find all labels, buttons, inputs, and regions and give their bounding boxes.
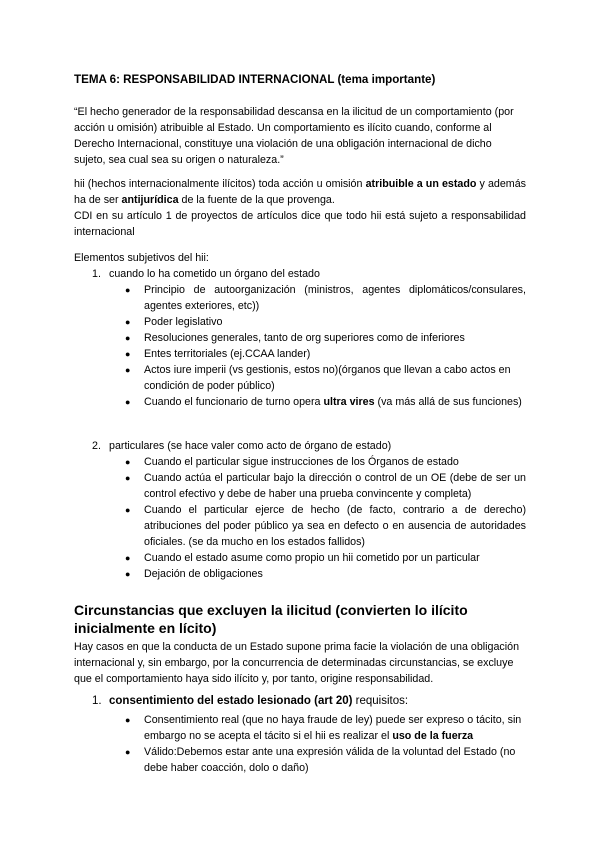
list2-number: 2. [92, 440, 101, 452]
list2-bullet-5: Dejación de obligaciones [144, 568, 263, 580]
hii-text-1: hii (hechos internacionalmente ilícitos) toda acción u omisión [74, 178, 366, 190]
bullet-icon: ● [125, 747, 131, 757]
list1-bullet-3: Resoluciones generales, tanto de org superiores como de inferiores [144, 332, 465, 344]
list1-bullet-4: Entes territoriales (ej.CCAA lander) [144, 348, 311, 360]
bullet-icon: ● [125, 569, 131, 579]
list1-bullet-2: Poder legislativo [144, 316, 223, 328]
bullet-icon: ● [125, 473, 131, 483]
bullet-icon: ● [125, 285, 131, 295]
quote-paragraph: “El hecho generador de la responsabilidad descansa en la ilicitud de un comportamiento (por acción u omisión) atribuible al Estado. Un comportamiento es ilícito cuando, conforme al Derecho Internacional, constituye una violación de una obligación internacional de dicho sujeto, sea cual sea su origen o naturaleza.” [74, 106, 514, 166]
list2-bullet-2: Cuando actúa el particular bajo la dirección o control de un OE (debe de ser un control efectivo y debe de haber una prueba convincente y completa) [144, 472, 526, 500]
list2-bullet-3: Cuando el particular ejerce de hecho (de facto, contrario a de derecho) atribuciones del poder público ya sea en defecto o en ausencia de autoridades oficiales. (se da mucho en los estados fallidos) [144, 504, 526, 548]
list2-text: particulares (se hace valer como acto de órgano de estado) [109, 440, 392, 452]
bullet-icon: ● [125, 397, 131, 407]
list1-bullet-6-text-2: (va más allá de sus funciones) [374, 396, 522, 408]
section-item1-bold: consentimiento del estado lesionado (art 20) [109, 695, 353, 707]
list1-bullet-6-text-1: Cuando el funcionario de turno opera [144, 396, 324, 408]
section-item1 [109, 693, 408, 709]
list1-number: 1. [92, 268, 101, 280]
bullet-icon: ● [125, 553, 131, 563]
hii-paragraph [74, 176, 526, 240]
list1-bullet-6 [144, 394, 526, 410]
bullet-icon: ● [125, 349, 131, 359]
page-title: TEMA 6: RESPONSABILIDAD INTERNACIONAL (tema importante) [74, 73, 436, 86]
list1-text: cuando lo ha cometido un órgano del estado [109, 268, 320, 280]
hii-text-2: y además ha de ser [74, 178, 526, 206]
section-item1-text: requisitos: [352, 695, 409, 707]
list1-bullet-5: Actos iure imperii (vs gestionis, estos no)(órganos que llevan a cabo actos en condición de poder público) [144, 364, 511, 392]
hii-text-3: de la fuente de la que provenga. [178, 194, 335, 206]
list2-bullet-1: Cuando el particular sigue instrucciones de los Órganos de estado [144, 456, 459, 468]
bullet-icon: ● [125, 457, 131, 467]
section-item1-bullet-1-bold: uso de la fuerza [392, 730, 474, 742]
section-item1-bullet-1 [144, 712, 526, 744]
list1-bullet-1: Principio de autoorganización (ministros, agentes diplomáticos/consulares, agentes exteriores, etc)) [144, 284, 526, 312]
section-heading: Circunstancias que excluyen la ilicitud (convierten lo ilícito inicialmente en lícito) [74, 602, 468, 636]
elementos-label: Elementos subjetivos del hii: [74, 252, 209, 264]
section-item1-number: 1. [92, 695, 102, 707]
bullet-icon: ● [125, 505, 131, 515]
hii-bold-2: antijurídica [121, 194, 179, 206]
section-item1-bullet-1-text: Consentimiento real (que no haya fraude de ley) puede ser expreso o tácito, sin embargo no se acepta el tácito si el hii es realizar el [144, 714, 522, 742]
bullet-icon: ● [125, 365, 131, 375]
bullet-icon: ● [125, 333, 131, 343]
list2-bullet-4: Cuando el estado asume como propio un hii cometido por un particular [144, 552, 480, 564]
bullet-icon: ● [125, 317, 131, 327]
section-intro: Hay casos en que la conducta de un Estado supone prima facie la violación de una obligación internacional y, sin embargo, por la concurrencia de determinadas circunstancias, se excluye que el comportamiento haya sido ilícito y, por tanto, origine responsabilidad. [74, 641, 520, 685]
cdi-text: CDI en su artículo 1 de proyectos de artículos dice que todo hii está sujeto a responsabilidad internacional [74, 210, 526, 238]
hii-bold-1: atribuible a un estado [365, 178, 477, 190]
list1-bullet-6-bold: ultra vires [323, 396, 375, 408]
section-item1-bullet-2: Válido:Debemos estar ante una expresión válida de la voluntad del Estado (no debe haber coacción, dolo o daño) [144, 746, 516, 774]
bullet-icon: ● [125, 715, 131, 725]
